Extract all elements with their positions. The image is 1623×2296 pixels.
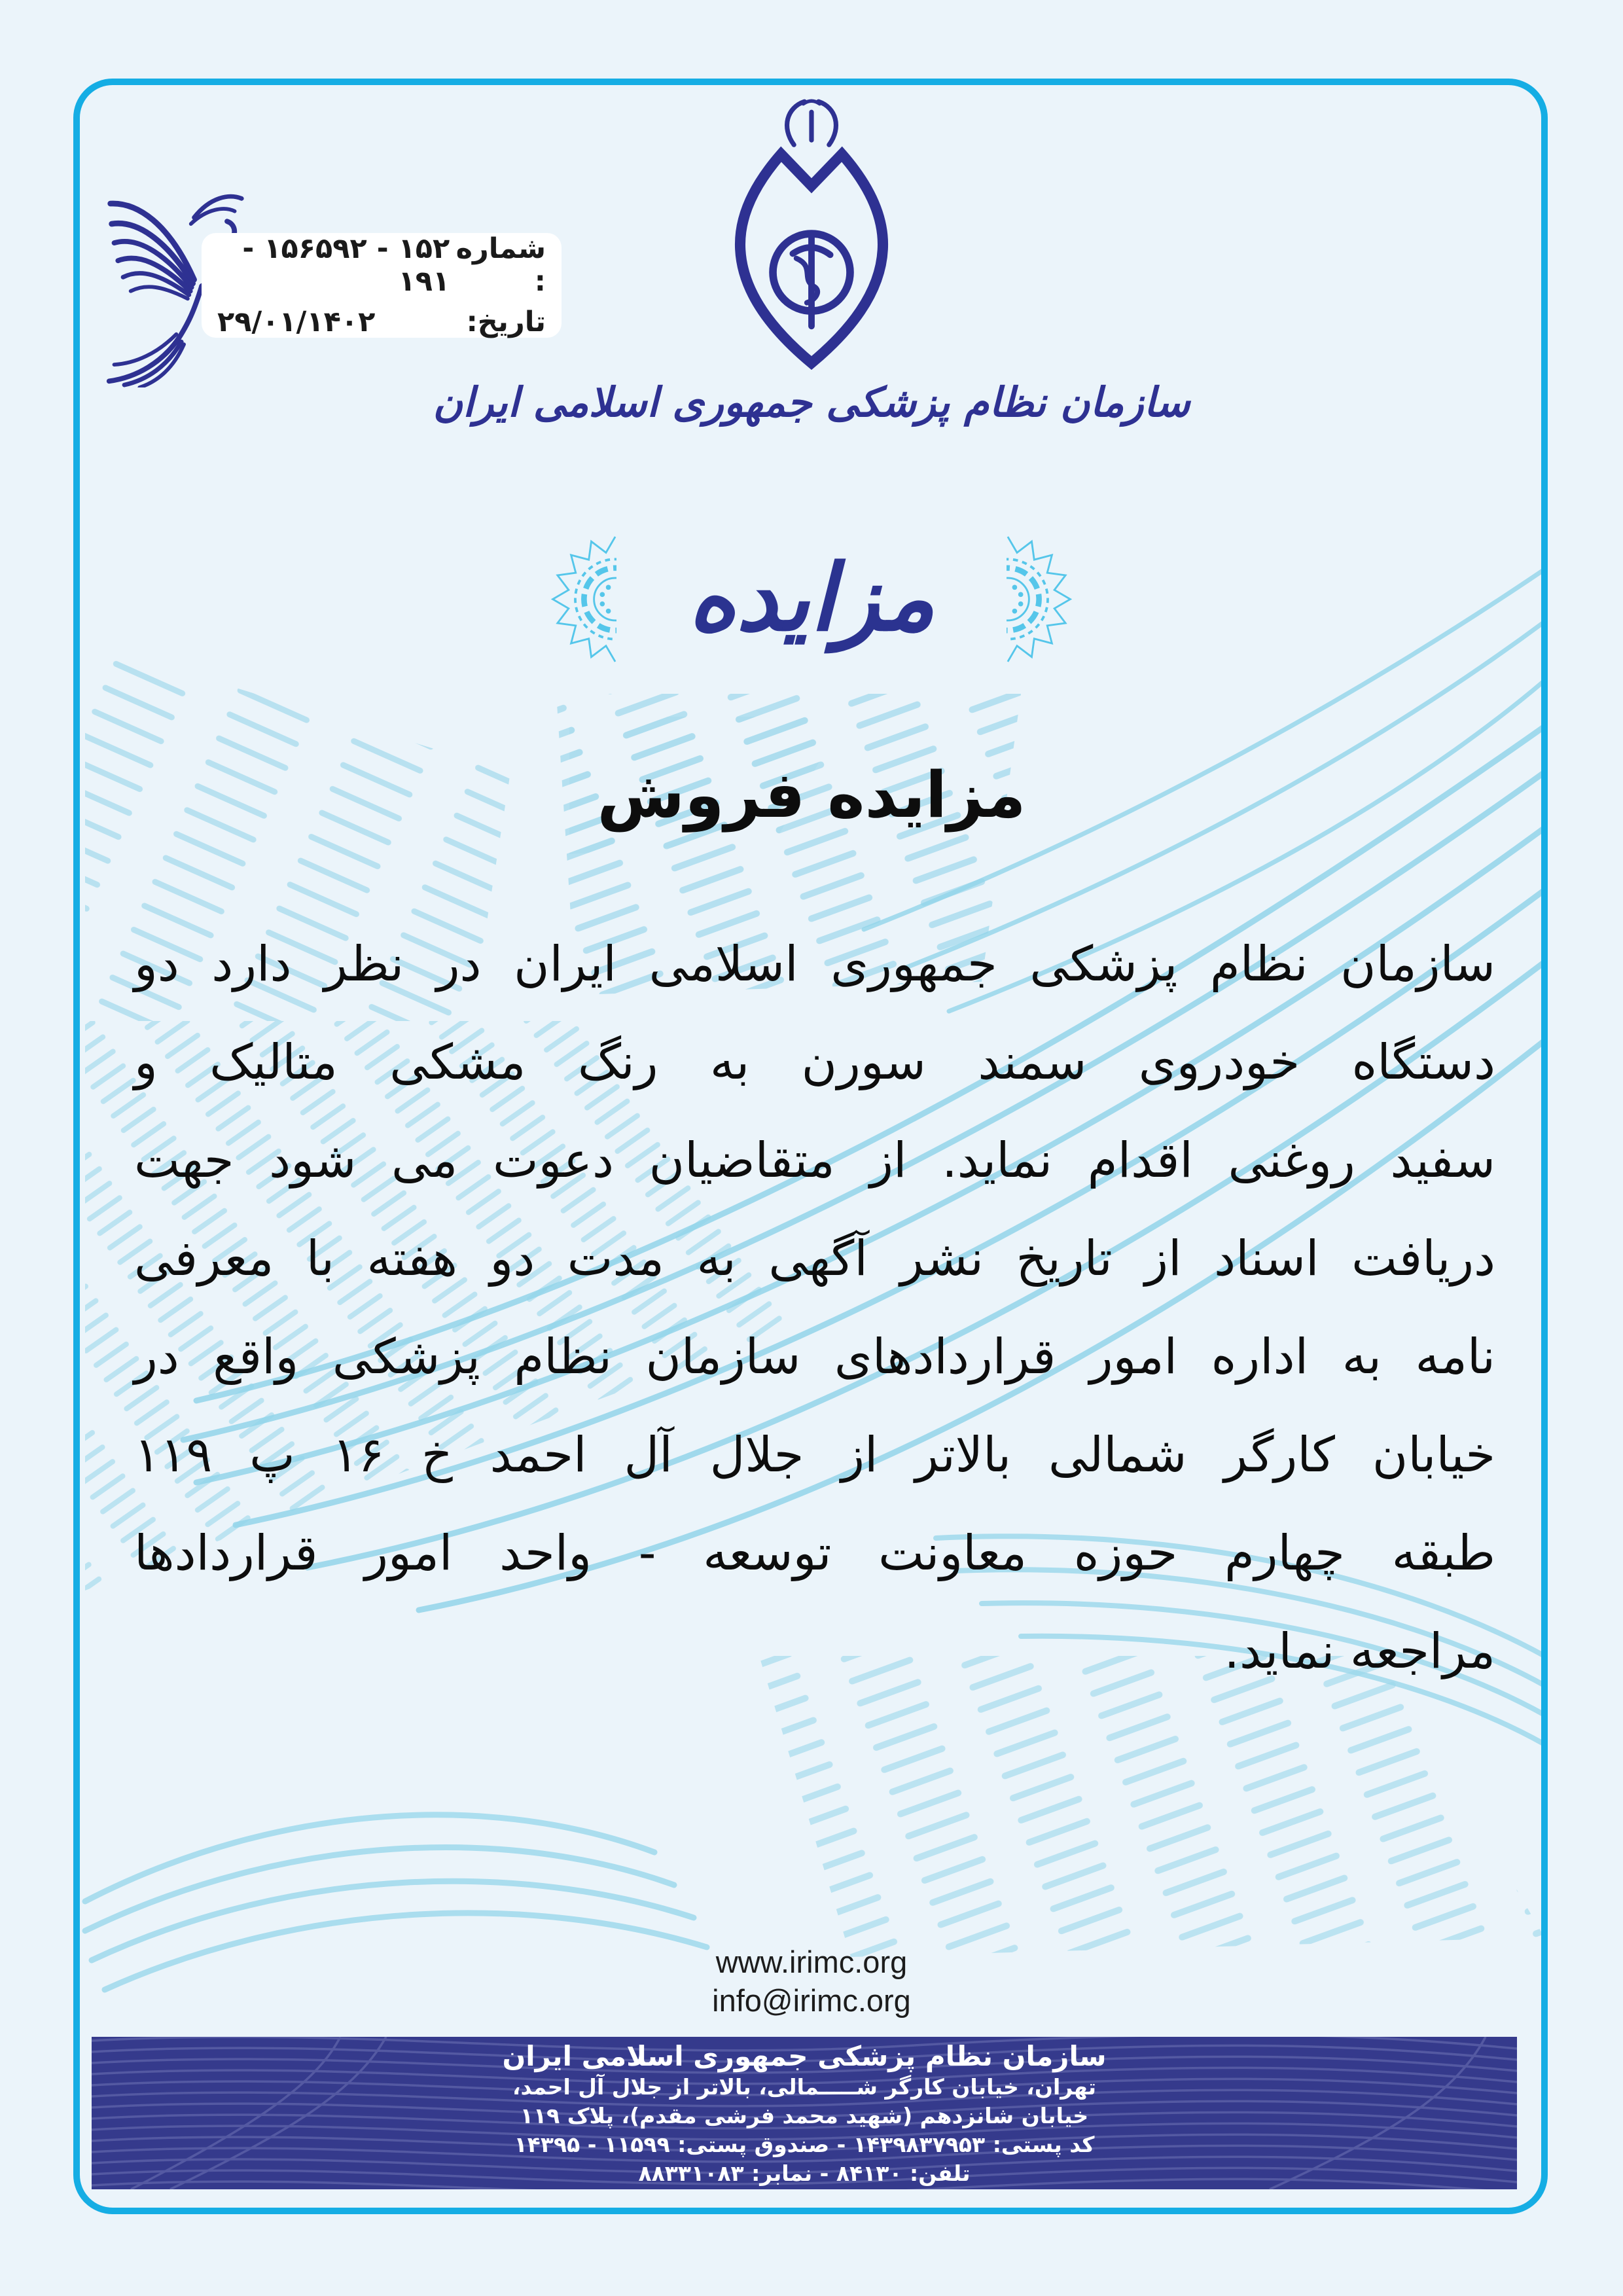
website-link: www.irimc.org: [715, 1945, 908, 1979]
footer-text-block: [92, 2037, 1517, 2189]
number-row: [217, 232, 546, 298]
body-line: دریافت اسناد از تاریخ نشر آگهی به مدت دو هفته با معرفی: [134, 1230, 1495, 1287]
reference-box: [202, 233, 562, 338]
auction-calligraphy-row: [0, 524, 1623, 674]
number-value: ۱۵۲ - ۱۵۶۵۹۲ - ۱۹۱: [242, 232, 450, 298]
auction-calligraphy: مزایده: [688, 545, 935, 652]
footer-address-line1: تهران، خیابان کارگر شـــــمالی، بالاتر از جلال آل احمد،: [512, 2073, 1097, 2100]
date-row: [217, 306, 546, 338]
footer-bar: [92, 2037, 1517, 2189]
body-line: طبقه چهارم حوزه معاونت توسعه - واحد امور قراردادها: [134, 1525, 1495, 1581]
date-value: ۲۹/۰۱/۱۴۰۲: [217, 306, 376, 338]
body-line: مراجعه نماید.: [1224, 1623, 1495, 1679]
body-text: [134, 915, 1495, 1700]
date-label: تاریخ:: [466, 306, 546, 338]
footer-org-name: سازمان نظام پزشکی جمهوری اسلامی ایران: [502, 2039, 1107, 2072]
page-title: مزایده فروش: [597, 758, 1026, 832]
body-line: خیابان کارگر شمالی بالاتر از جلال آل احمد خ ۱۶ پ ۱۱۹: [134, 1427, 1495, 1483]
org-name-calligraphy: سازمان نظام پزشکی جمهوری اسلامی ایران: [433, 378, 1190, 426]
body-line: سفید روغنی اقدام نماید. از متقاضیان دعوت می شود جهت: [134, 1132, 1495, 1189]
mandala-ornament-left-icon: [548, 532, 616, 666]
email-link: info@irimc.org: [712, 1983, 911, 2018]
footer-postal-line: کد پستی: ۱۴۳۹۸۳۷۹۵۳ - صندوق پستی: ۱۱۵۹۹ - ۱۴۳۹۵: [514, 2131, 1095, 2157]
mandala-ornament-right-icon: [1007, 532, 1075, 666]
body-line: سازمان نظام پزشکی جمهوری اسلامی ایران در نظر دارد دو: [134, 936, 1495, 992]
footer-phone-line: تلفن: ۸۴۱۳۰ - نمابر: ۸۸۳۳۱۰۸۳: [638, 2160, 971, 2186]
contact-links: [0, 1943, 1623, 2020]
body-line: نامه به اداره امور قراردادهای سازمان نظام پزشکی واقع در: [134, 1329, 1495, 1385]
number-label: شماره :: [455, 232, 546, 298]
medical-council-emblem-icon: [690, 97, 933, 372]
footer-address-line2: خیابان شانزدهم (شهید محمد فرشی مقدم)، پلاک ۱۱۹: [520, 2102, 1089, 2128]
body-line: دستگاه خودروی سمند سورن به رنگ مشکی متالیک و: [134, 1034, 1495, 1090]
